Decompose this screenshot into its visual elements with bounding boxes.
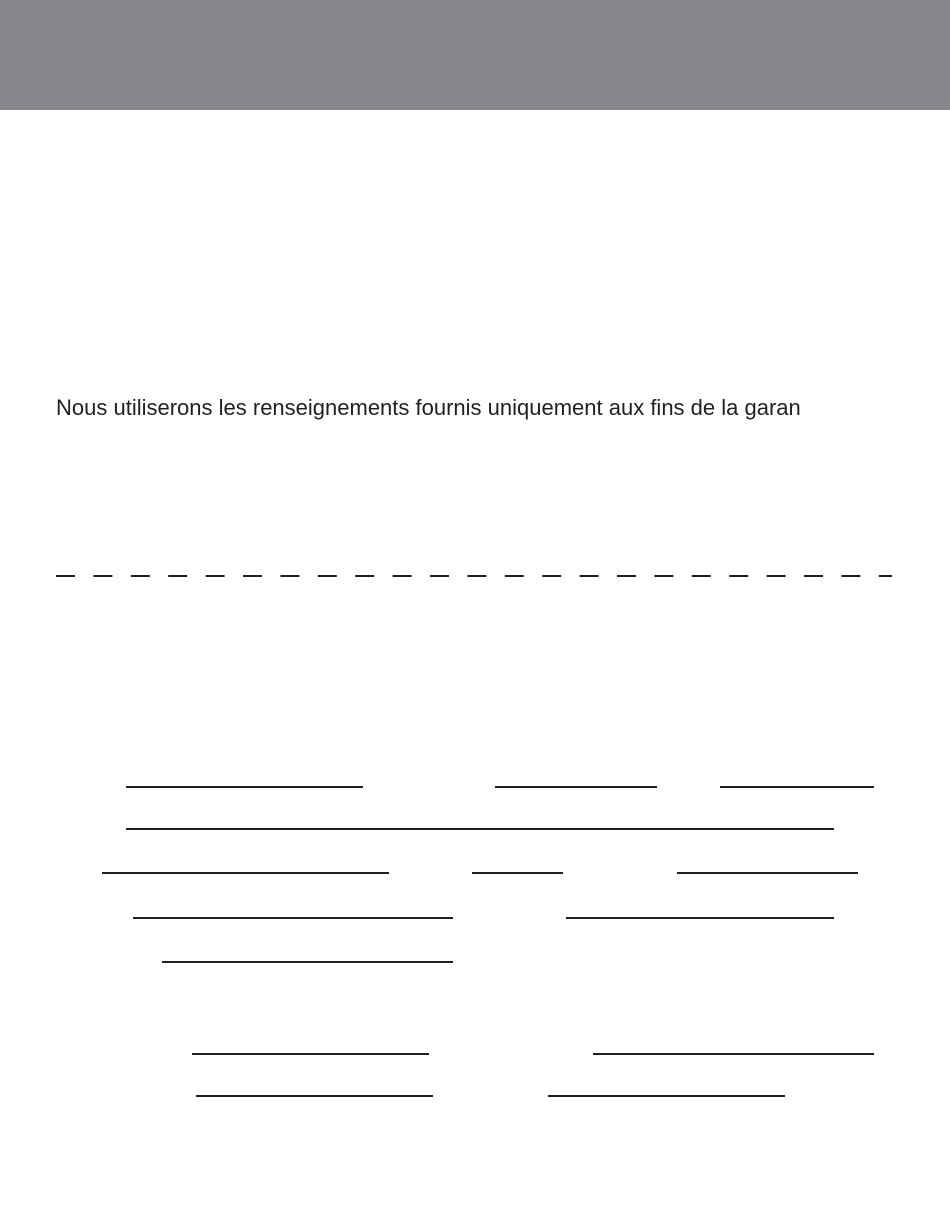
form-field-line[interactable] [677,872,858,874]
form-field-line[interactable] [720,786,874,788]
form-field-line[interactable] [472,872,563,874]
cut-line [56,572,892,580]
form-field-line[interactable] [566,917,834,919]
form-field-line[interactable] [162,961,453,963]
form-field-line[interactable] [126,786,363,788]
form-field-line[interactable] [593,1053,874,1055]
form-field-line[interactable] [126,828,834,830]
form-field-line[interactable] [196,1095,433,1097]
form-field-line[interactable] [133,917,453,919]
privacy-notice: Nous utiliserons les renseignements fournis uniquement aux fins de la garan [56,395,801,420]
form-field-line[interactable] [495,786,657,788]
header-band [0,0,950,110]
form-field-line[interactable] [548,1095,785,1097]
form-field-line[interactable] [192,1053,429,1055]
form-field-line[interactable] [102,872,389,874]
